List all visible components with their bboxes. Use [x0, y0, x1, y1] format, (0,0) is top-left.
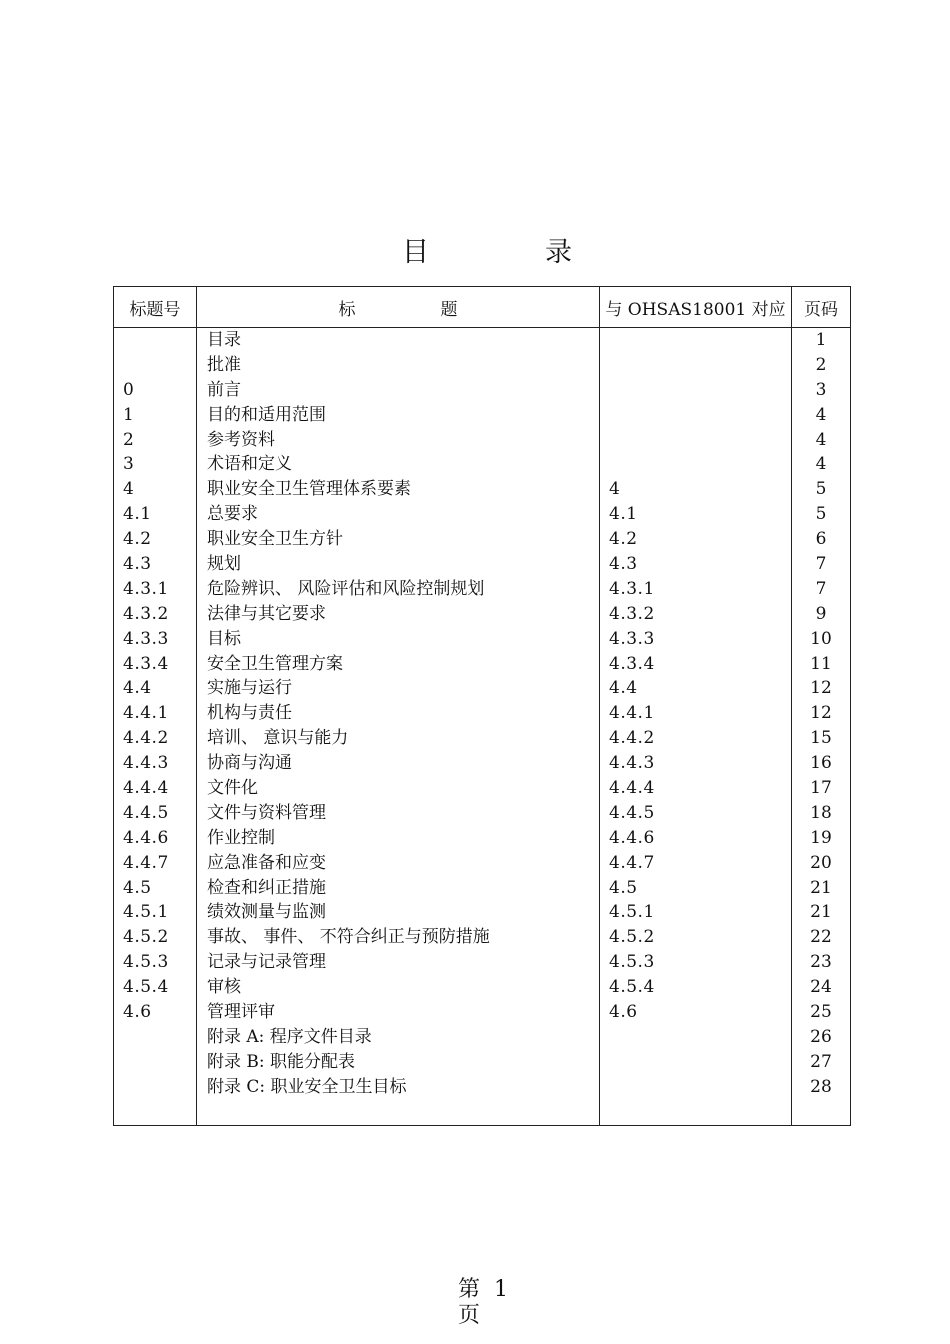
section-number-cell: 4	[123, 479, 135, 500]
section-number-cell: 4.5.1	[123, 902, 169, 923]
ohsas-mapping-cell: 4.4	[609, 678, 638, 699]
section-title-cell: 事故、 事件、 不符合纠正与预防措施	[207, 927, 490, 948]
page-number-cell: 19	[810, 827, 832, 848]
section-title-cell: 总要求	[207, 504, 258, 525]
section-number-cell: 4.4.7	[123, 852, 169, 873]
section-number-cell	[114, 1050, 196, 1075]
footer-di: 第	[458, 1277, 481, 1302]
ohsas-mapping-cell	[600, 428, 791, 453]
ohsas-mapping-cell: 4.4.5	[609, 802, 655, 823]
section-title-cell: 附录 B: 职能分配表	[207, 1051, 356, 1072]
section-title-cell: 绩效测量与监测	[207, 902, 326, 923]
section-title-cell: 应急准备和应变	[207, 852, 326, 873]
section-number-cell: 4.3.3	[123, 628, 169, 649]
page-number-cell: 20	[810, 852, 832, 873]
ohsas-mapping-cell	[600, 1075, 791, 1100]
page-number-cell: 9	[815, 603, 827, 624]
ohsas-mapping-cell	[600, 1050, 791, 1075]
section-number-cell: 4.5.4	[123, 977, 169, 998]
page-number-cell: 7	[815, 554, 827, 575]
ohsas-mapping-cell: 4.3	[609, 554, 638, 575]
section-number-cell: 4.6	[123, 1002, 152, 1023]
section-title-cell: 机构与责任	[207, 703, 292, 724]
footer-ye: 页	[458, 1303, 481, 1328]
section-title-cell: 检查和纠正措施	[207, 877, 326, 898]
page-number-cell: 27	[810, 1051, 832, 1072]
page-number-column	[792, 328, 851, 1126]
page-number-cell: 17	[810, 778, 832, 799]
page-number-cell: 1	[815, 330, 827, 350]
page-number-cell: 26	[810, 1026, 832, 1047]
ohsas-mapping-cell: 4.3.3	[609, 628, 655, 649]
header-section-number: 标题号	[114, 287, 197, 328]
ohsas-mapping-cell: 4.3.1	[609, 578, 655, 599]
page-number-cell: 4	[815, 454, 827, 475]
section-title-cell: 目标	[207, 628, 241, 649]
section-title-cell: 参考资料	[207, 429, 275, 450]
ohsas-mapping-cell: 4.5.1	[609, 902, 655, 923]
ohsas-mapping-cell: 4.3.2	[609, 603, 655, 624]
section-number-cell: 4.4.2	[123, 728, 169, 749]
section-number-cell: 4.3.4	[123, 653, 169, 674]
ohsas-mapping-cell: 4.4.2	[609, 728, 655, 749]
ohsas-mapping-cell: 4.4.1	[609, 703, 655, 724]
section-title-cell: 记录与记录管理	[207, 952, 326, 973]
page-number-cell: 11	[810, 653, 832, 674]
header-title-a: 标	[338, 299, 356, 320]
page-number-cell: 28	[810, 1076, 832, 1097]
ohsas-mapping-cell	[600, 328, 791, 353]
section-number-cell: 0	[123, 379, 135, 400]
section-number-cell: 4.2	[123, 529, 152, 550]
section-title-cell: 法律与其它要求	[207, 603, 326, 624]
page-number-cell: 2	[815, 354, 827, 375]
section-title-cell: 管理评审	[207, 1002, 275, 1023]
header-page-number: 页码	[792, 287, 851, 328]
section-number-column	[114, 328, 197, 1126]
header-title-b: 题	[440, 299, 458, 320]
section-title-cell: 安全卫生管理方案	[207, 653, 343, 674]
section-number-cell: 2	[123, 429, 135, 450]
section-title-cell: 目录	[207, 330, 241, 350]
section-number-cell: 4.3.2	[123, 603, 169, 624]
section-number-cell: 4.4.3	[123, 753, 169, 774]
page-number-cell: 25	[810, 1002, 832, 1023]
ohsas-mapping-cell	[600, 452, 791, 477]
page-number-cell: 12	[810, 703, 832, 724]
footer-page-number: 1	[494, 1277, 509, 1302]
section-title-cell: 危险辨识、 风险评估和风险控制规划	[207, 578, 485, 599]
header-ohsas-mapping: 与 OHSAS18001 对应	[600, 287, 792, 328]
section-title-cell: 培训、 意识与能力	[207, 728, 349, 749]
section-title-cell: 职业安全卫生管理体系要素	[207, 479, 411, 500]
section-number-cell: 4.4.4	[123, 778, 169, 799]
section-number-cell	[114, 1075, 196, 1100]
section-number-cell: 1	[123, 404, 135, 425]
page-number-cell: 5	[815, 504, 827, 525]
section-number-cell: 4.4.1	[123, 703, 169, 724]
section-title-cell: 文件化	[207, 778, 258, 799]
ohsas-mapping-cell: 4.4.6	[609, 827, 655, 848]
page-number-cell: 21	[810, 877, 832, 898]
section-number-cell: 3	[123, 454, 135, 475]
page-number-cell: 7	[815, 578, 827, 599]
ohsas-mapping-cell: 4.4.3	[609, 753, 655, 774]
section-title-cell: 职业安全卫生方针	[207, 529, 343, 550]
section-title-cell: 文件与资料管理	[207, 802, 326, 823]
section-title-cell: 术语和定义	[207, 454, 292, 475]
section-title-cell: 附录 C: 职业安全卫生目标	[207, 1076, 407, 1097]
header-title	[197, 287, 600, 328]
ohsas-mapping-cell	[600, 378, 791, 403]
ohsas-mapping-cell: 4	[609, 479, 621, 500]
ohsas-mapping-cell: 4.4.4	[609, 778, 655, 799]
section-number-cell	[114, 328, 196, 353]
section-number-cell: 4.1	[123, 504, 152, 525]
ohsas-mapping-cell: 4.5.3	[609, 952, 655, 973]
ohsas-mapping-cell	[600, 1025, 791, 1050]
section-title-cell: 实施与运行	[207, 678, 292, 699]
page-number-cell: 15	[810, 728, 832, 749]
ohsas-mapping-column	[600, 328, 792, 1126]
page-number-cell: 16	[810, 753, 832, 774]
section-number-cell: 4.3.1	[123, 578, 169, 599]
toc-body-row	[114, 328, 851, 1126]
section-number-cell: 4.3	[123, 554, 152, 575]
section-number-cell: 4.4	[123, 678, 152, 699]
section-number-cell	[114, 1025, 196, 1050]
section-title-cell: 协商与沟通	[207, 753, 292, 774]
ohsas-mapping-cell: 4.5.4	[609, 977, 655, 998]
section-number-cell: 4.5	[123, 877, 152, 898]
toc-header-row	[114, 287, 851, 328]
section-number-cell	[114, 353, 196, 378]
section-title-cell: 目的和适用范围	[207, 404, 326, 425]
page-title-char-1: 目	[402, 237, 429, 268]
page-number-cell: 12	[810, 678, 832, 699]
section-title-column	[197, 328, 600, 1126]
section-number-cell: 4.4.6	[123, 827, 169, 848]
page-number-cell: 10	[810, 628, 832, 649]
section-title-cell: 前言	[207, 379, 241, 400]
section-title-cell: 作业控制	[207, 827, 275, 848]
page-number-cell: 6	[815, 529, 827, 550]
ohsas-mapping-cell	[600, 403, 791, 428]
page-number-cell: 21	[810, 902, 832, 923]
ohsas-mapping-cell: 4.2	[609, 529, 638, 550]
section-title-cell: 批准	[207, 354, 241, 375]
page-number-cell: 18	[810, 802, 832, 823]
ohsas-mapping-cell	[600, 353, 791, 378]
toc-table	[113, 286, 851, 1126]
ohsas-mapping-cell: 4.6	[609, 1002, 638, 1023]
section-number-cell: 4.4.5	[123, 802, 169, 823]
page-number-cell: 5	[815, 479, 827, 500]
ohsas-mapping-cell: 4.3.4	[609, 653, 655, 674]
page-number-cell: 22	[810, 927, 832, 948]
section-number-cell: 4.5.3	[123, 952, 169, 973]
section-number-cell: 4.5.2	[123, 927, 169, 948]
section-title-cell: 规划	[207, 554, 241, 575]
ohsas-mapping-cell: 4.1	[609, 504, 638, 525]
ohsas-mapping-cell: 4.4.7	[609, 852, 655, 873]
section-title-cell: 附录 A: 程序文件目录	[207, 1026, 372, 1047]
ohsas-mapping-cell: 4.5.2	[609, 927, 655, 948]
page-number-cell: 4	[815, 429, 827, 450]
page-number-cell: 23	[810, 952, 832, 973]
page-number-cell: 4	[815, 404, 827, 425]
ohsas-mapping-cell: 4.5	[609, 877, 638, 898]
page-footer	[458, 1272, 509, 1328]
page-number-cell: 3	[815, 379, 827, 400]
page-title-char-2: 录	[545, 237, 572, 268]
page-number-cell: 24	[810, 977, 832, 998]
section-title-cell: 审核	[207, 977, 241, 998]
